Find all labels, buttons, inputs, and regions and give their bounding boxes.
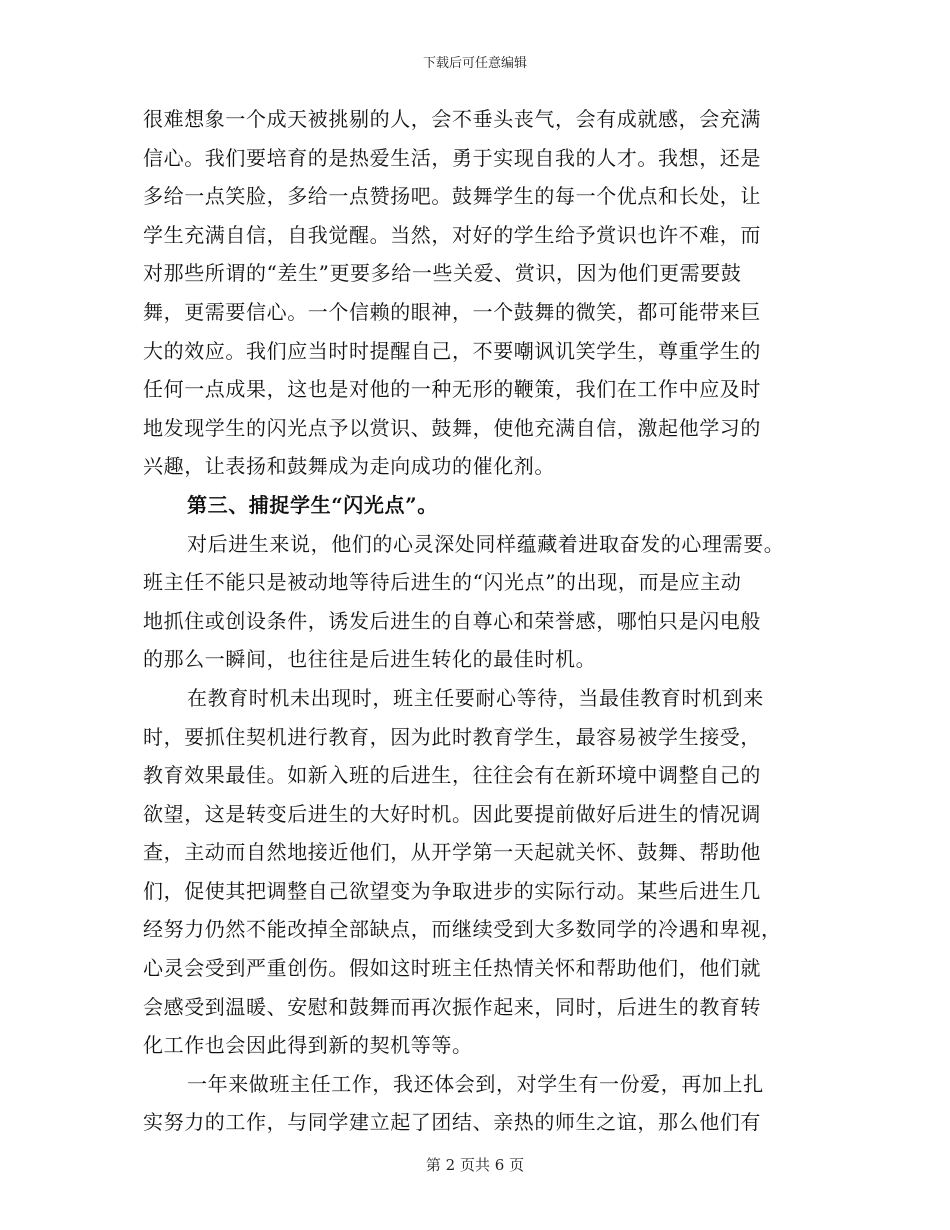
body-line: 学生充满自信，自我觉醒。当然，对好的学生给予赏识也许不难，而 (143, 222, 761, 247)
body-line: 欲望，这是转变后进生的大好时机。因此要提前做好后进生的情况调 (143, 801, 761, 826)
body-line: 地抓住或创设条件，诱发后进生的自尊心和荣誉感，哪怕只是闪电般 (143, 608, 761, 633)
page-footer: 第 2 页共 6 页 (425, 1156, 525, 1174)
body-line: 查，主动而自然地接近他们，从开学第一天起就关怀、鼓舞、帮助他 (143, 840, 761, 865)
section-heading: 第三、捕捉学生“闪光点”。 (187, 492, 438, 517)
paragraph-first-line: 对后进生来说，他们的心灵深处同样蕴藏着进取奋发的心理需要。 (187, 531, 785, 556)
body-line: 很难想象一个成天被挑剔的人，会不垂头丧气，会有成就感，会充满 (143, 107, 761, 131)
body-line: 兴趣，让表扬和鼓舞成为走向成功的催化剂。 (143, 454, 555, 479)
body-line: 任何一点成果，这也是对他的一种无形的鞭策，我们在工作中应及时 (143, 377, 761, 402)
body-line: 会感受到温暖、安慰和鼓舞而再次振作起来，同时，后进生的教育转 (143, 994, 761, 1019)
body-line: 舞，更需要信心。一个信赖的眼神，一个鼓舞的微笑，都可能带来巨 (143, 299, 761, 324)
document-body (143, 100, 823, 1142)
body-line: 大的效应。我们应当时时提醒自己，不要嘲讽讥笑学生，尊重学生的 (143, 338, 761, 363)
body-line: 多给一点笑脸，多给一点赞扬吧。鼓舞学生的每一个优点和长处，让 (143, 184, 761, 209)
body-line: 心灵会受到严重创伤。假如这时班主任热情关怀和帮助他们，他们就 (143, 956, 761, 981)
body-line: 的那么一瞬间，也往往是后进生转化的最佳时机。 (143, 647, 597, 672)
page-header: 下载后可任意编辑 (422, 56, 527, 71)
body-line: 实努力的工作，与同学建立起了团结、亲热的师生之谊，那么他们有 (143, 1110, 761, 1135)
body-line: 班主任不能只是被动地等待后进生的“闪光点”的出现，而是应主动 (143, 570, 742, 595)
body-line: 对那些所谓的“差生”更要多给一些关爱、赏识，因为他们更需要鼓 (143, 261, 742, 286)
body-line: 地发现学生的闪光点予以赏识、鼓舞，使他充满自信，激起他学习的 (143, 415, 761, 440)
body-line: 经努力仍然不能改掉全部缺点，而继续受到大多数同学的冷遇和卑视， (143, 917, 782, 942)
body-line: 们，促使其把调整自己欲望变为争取进步的实际行动。某些后进生几 (143, 878, 761, 903)
body-line: 化工作也会因此得到新的契机等等。 (143, 1033, 473, 1058)
body-line: 时，要抓住契机进行教育，因为此时教育学生，最容易被学生接受， (143, 724, 761, 749)
paragraph-first-line: 在教育时机未出现时，班主任要耐心等待，当最佳教育时机到来 (187, 685, 764, 710)
body-line: 信心。我们要培育的是热爱生活，勇于实现自我的人才。我想，还是 (143, 145, 761, 170)
paragraph-first-line: 一年来做班主任工作，我还体会到，对学生有一份爱，再加上扎 (187, 1071, 764, 1096)
body-line: 教育效果最佳。如新入班的后进生，往往会有在新环境中调整自己的 (143, 763, 761, 788)
